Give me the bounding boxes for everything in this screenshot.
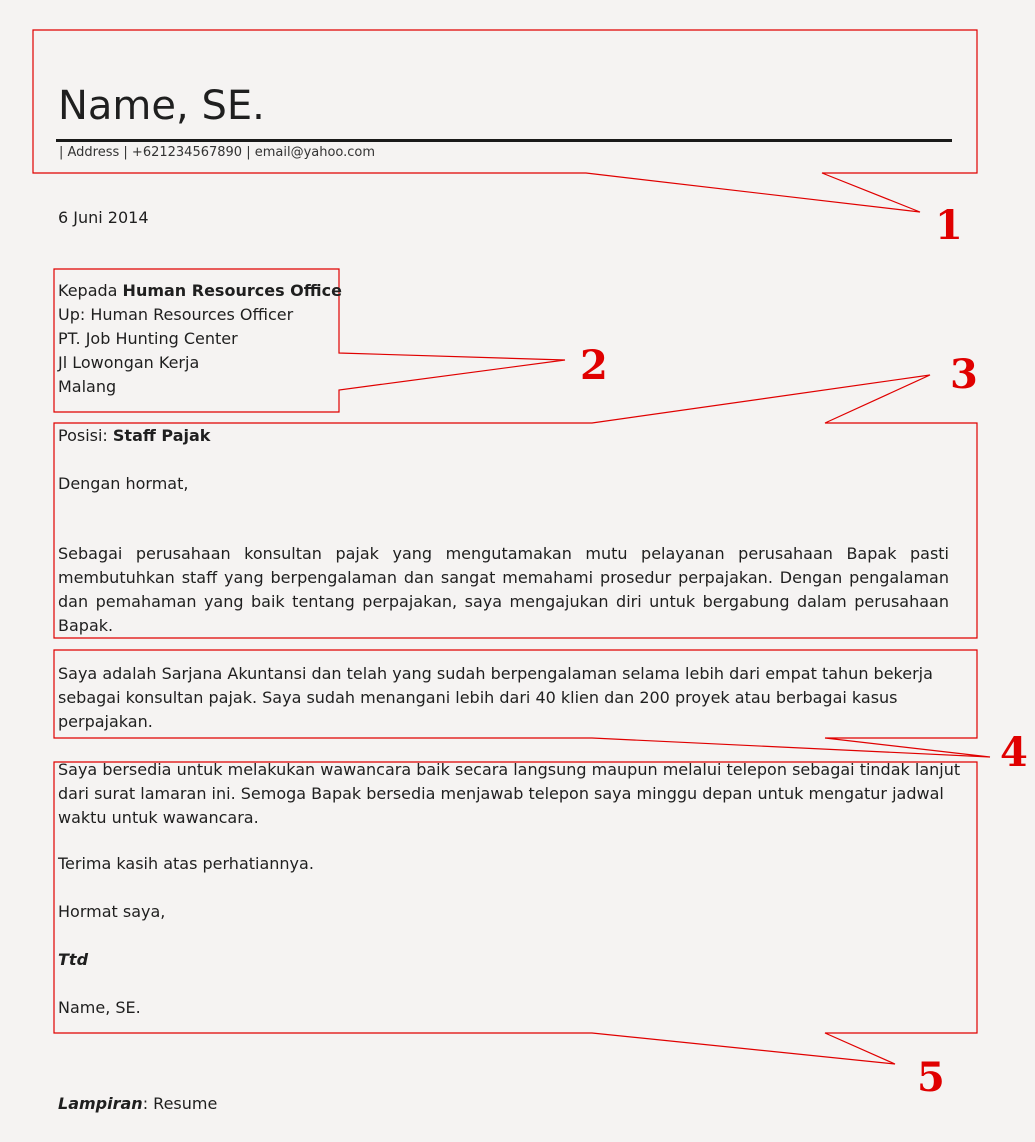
signature: Ttd — [58, 950, 89, 969]
paragraph-line: Saya adalah Sarjana Akuntansi dan telah yang sudah berpengalaman selama lebih dari empat tahun bekerja — [58, 664, 933, 683]
recipient-prefix: Kepada — [58, 281, 123, 300]
callout-number-1: 1 — [935, 202, 963, 249]
contact-line: | Address | +621234567890 | email@yahoo.com — [59, 145, 376, 160]
thanks-line: Terima kasih atas perhatiannya. — [58, 854, 314, 873]
recipient-line — [58, 279, 342, 303]
attachment-value: : Resume — [142, 1094, 218, 1113]
attachment-line — [58, 1092, 217, 1116]
paragraph-line: dari surat lamaran ini. Semoga Bapak bersedia menjawab telepon saya minggu depan untuk mengatur jadwal — [58, 784, 944, 803]
recipient-block — [58, 279, 342, 399]
paragraph-line: sebagai konsultan pajak. Saya sudah menangani lebih dari 40 klien dan 200 proyek atau berbagai kasus — [58, 688, 898, 707]
applicant-name: Name, SE. — [58, 83, 265, 129]
position-label: Posisi: — [58, 426, 113, 445]
recipient-office: Human Resources Office — [122, 281, 342, 300]
paragraph-line: waktu untuk wawancara. — [58, 808, 259, 827]
header-rule — [56, 139, 952, 142]
qualification-paragraph — [58, 662, 933, 734]
recipient-line: Up: Human Resources Officer — [58, 305, 294, 324]
letter-date: 6 Juni 2014 — [58, 208, 149, 227]
position-line — [58, 424, 210, 448]
recipient-line: Jl Lowongan Kerja — [58, 353, 200, 372]
callout-number-4: 4 — [1000, 729, 1028, 776]
paragraph-line: perpajakan. — [58, 712, 153, 731]
callout-number-5: 5 — [917, 1054, 945, 1101]
callout-number-2: 2 — [580, 342, 608, 389]
recipient-line: Malang — [58, 377, 117, 396]
signer-name: Name, SE. — [58, 998, 141, 1017]
closing-paragraph — [58, 758, 960, 830]
regards-line: Hormat saya, — [58, 902, 166, 921]
greeting: Dengan hormat, — [58, 474, 189, 493]
opening-paragraph: Sebagai perusahaan konsultan pajak yang mengutamakan mutu pelayanan perusahaan Bapak pasti membutuhkan staff yang berpengalaman dan sangat memahami prosedur perpajakan. Dengan pengalaman dan pemahaman yang baik tentang perpajakan, saya mengajukan diri untuk bergabung dalam perusahaan Bapak. — [58, 544, 949, 635]
callout-number-3: 3 — [950, 351, 978, 398]
paragraph-line: Saya bersedia untuk melakukan wawancara baik secara langsung maupun melalui telepon sebagai tindak lanjut — [58, 760, 961, 779]
position-value: Staff Pajak — [112, 426, 211, 445]
recipient-line: PT. Job Hunting Center — [58, 329, 238, 348]
attachment-label: Lampiran — [58, 1094, 143, 1113]
